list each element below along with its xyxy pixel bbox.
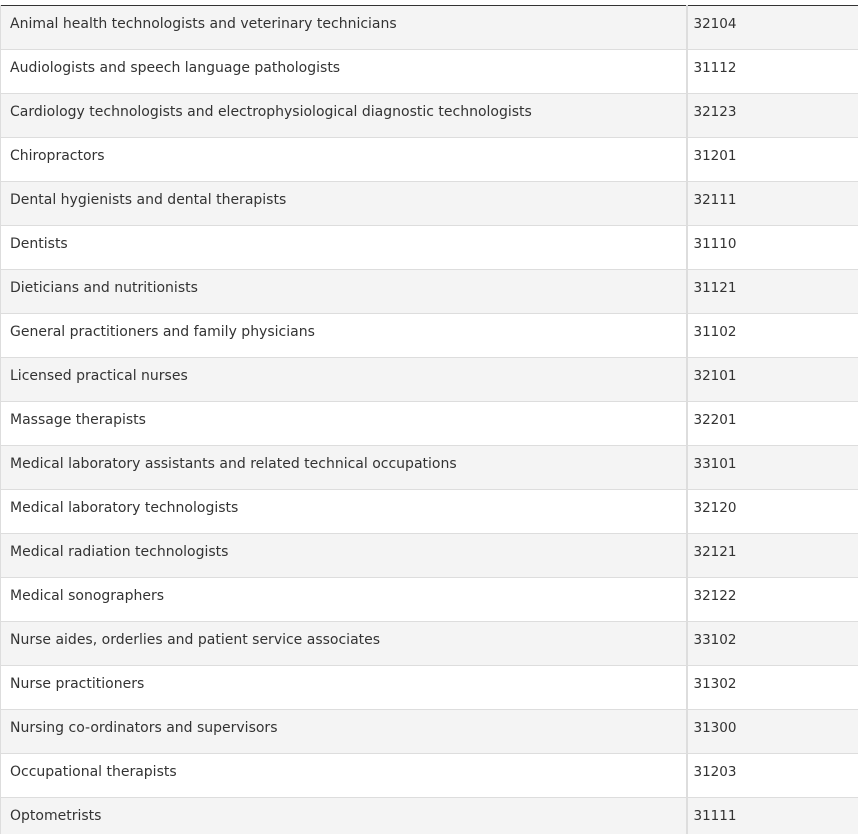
occupation-name-cell: Medical sonographers [1, 578, 687, 622]
table-row [1, 182, 858, 226]
table-row [1, 6, 858, 50]
noc-code-cell: 32101 [687, 358, 858, 402]
noc-code-cell: 31300 [687, 710, 858, 754]
occupation-name-cell: Dental hygienists and dental therapists [1, 182, 687, 226]
table-row [1, 622, 858, 666]
occupation-name-cell: Chiropractors [1, 138, 687, 182]
noc-code-cell: 33101 [687, 446, 858, 490]
noc-code-cell: 31121 [687, 270, 858, 314]
table-row [1, 666, 858, 710]
noc-code-cell: 31110 [687, 226, 858, 270]
occupations-table [0, 5, 858, 834]
occupation-name-cell: Dentists [1, 226, 687, 270]
occupations-table-body [1, 6, 858, 834]
table-row [1, 314, 858, 358]
occupation-name-cell: Nurse practitioners [1, 666, 687, 710]
occupation-name-cell: General practitioners and family physicians [1, 314, 687, 358]
occupation-name-cell: Dieticians and nutritionists [1, 270, 687, 314]
noc-code-cell: 31203 [687, 754, 858, 798]
table-row [1, 50, 858, 94]
table-row [1, 490, 858, 534]
noc-code-cell: 32104 [687, 6, 858, 50]
occupation-name-cell: Animal health technologists and veterinary technicians [1, 6, 687, 50]
noc-code-cell: 31201 [687, 138, 858, 182]
table-row [1, 710, 858, 754]
noc-code-cell: 31302 [687, 666, 858, 710]
noc-code-cell: 32123 [687, 94, 858, 138]
table-row [1, 358, 858, 402]
occupation-name-cell: Massage therapists [1, 402, 687, 446]
occupation-name-cell: Optometrists [1, 798, 687, 834]
table-row [1, 94, 858, 138]
noc-code-cell: 33102 [687, 622, 858, 666]
occupation-name-cell: Occupational therapists [1, 754, 687, 798]
table-row [1, 578, 858, 622]
table-row [1, 226, 858, 270]
noc-code-cell: 32120 [687, 490, 858, 534]
table-row [1, 446, 858, 490]
noc-code-cell: 32121 [687, 534, 858, 578]
table-row [1, 798, 858, 834]
noc-code-cell: 32122 [687, 578, 858, 622]
noc-code-cell: 32111 [687, 182, 858, 226]
occupation-name-cell: Nursing co-ordinators and supervisors [1, 710, 687, 754]
table-row [1, 754, 858, 798]
occupation-name-cell: Medical laboratory technologists [1, 490, 687, 534]
noc-code-cell: 31111 [687, 798, 858, 834]
noc-code-cell: 32201 [687, 402, 858, 446]
table-row [1, 138, 858, 182]
occupation-name-cell: Nurse aides, orderlies and patient service associates [1, 622, 687, 666]
table-row [1, 534, 858, 578]
table-row [1, 270, 858, 314]
noc-code-cell: 31112 [687, 50, 858, 94]
occupation-name-cell: Medical radiation technologists [1, 534, 687, 578]
occupation-name-cell: Audiologists and speech language pathologists [1, 50, 687, 94]
noc-code-cell: 31102 [687, 314, 858, 358]
occupation-name-cell: Cardiology technologists and electrophysiological diagnostic technologists [1, 94, 687, 138]
occupation-name-cell: Licensed practical nurses [1, 358, 687, 402]
table-row [1, 402, 858, 446]
occupation-name-cell: Medical laboratory assistants and related technical occupations [1, 446, 687, 490]
